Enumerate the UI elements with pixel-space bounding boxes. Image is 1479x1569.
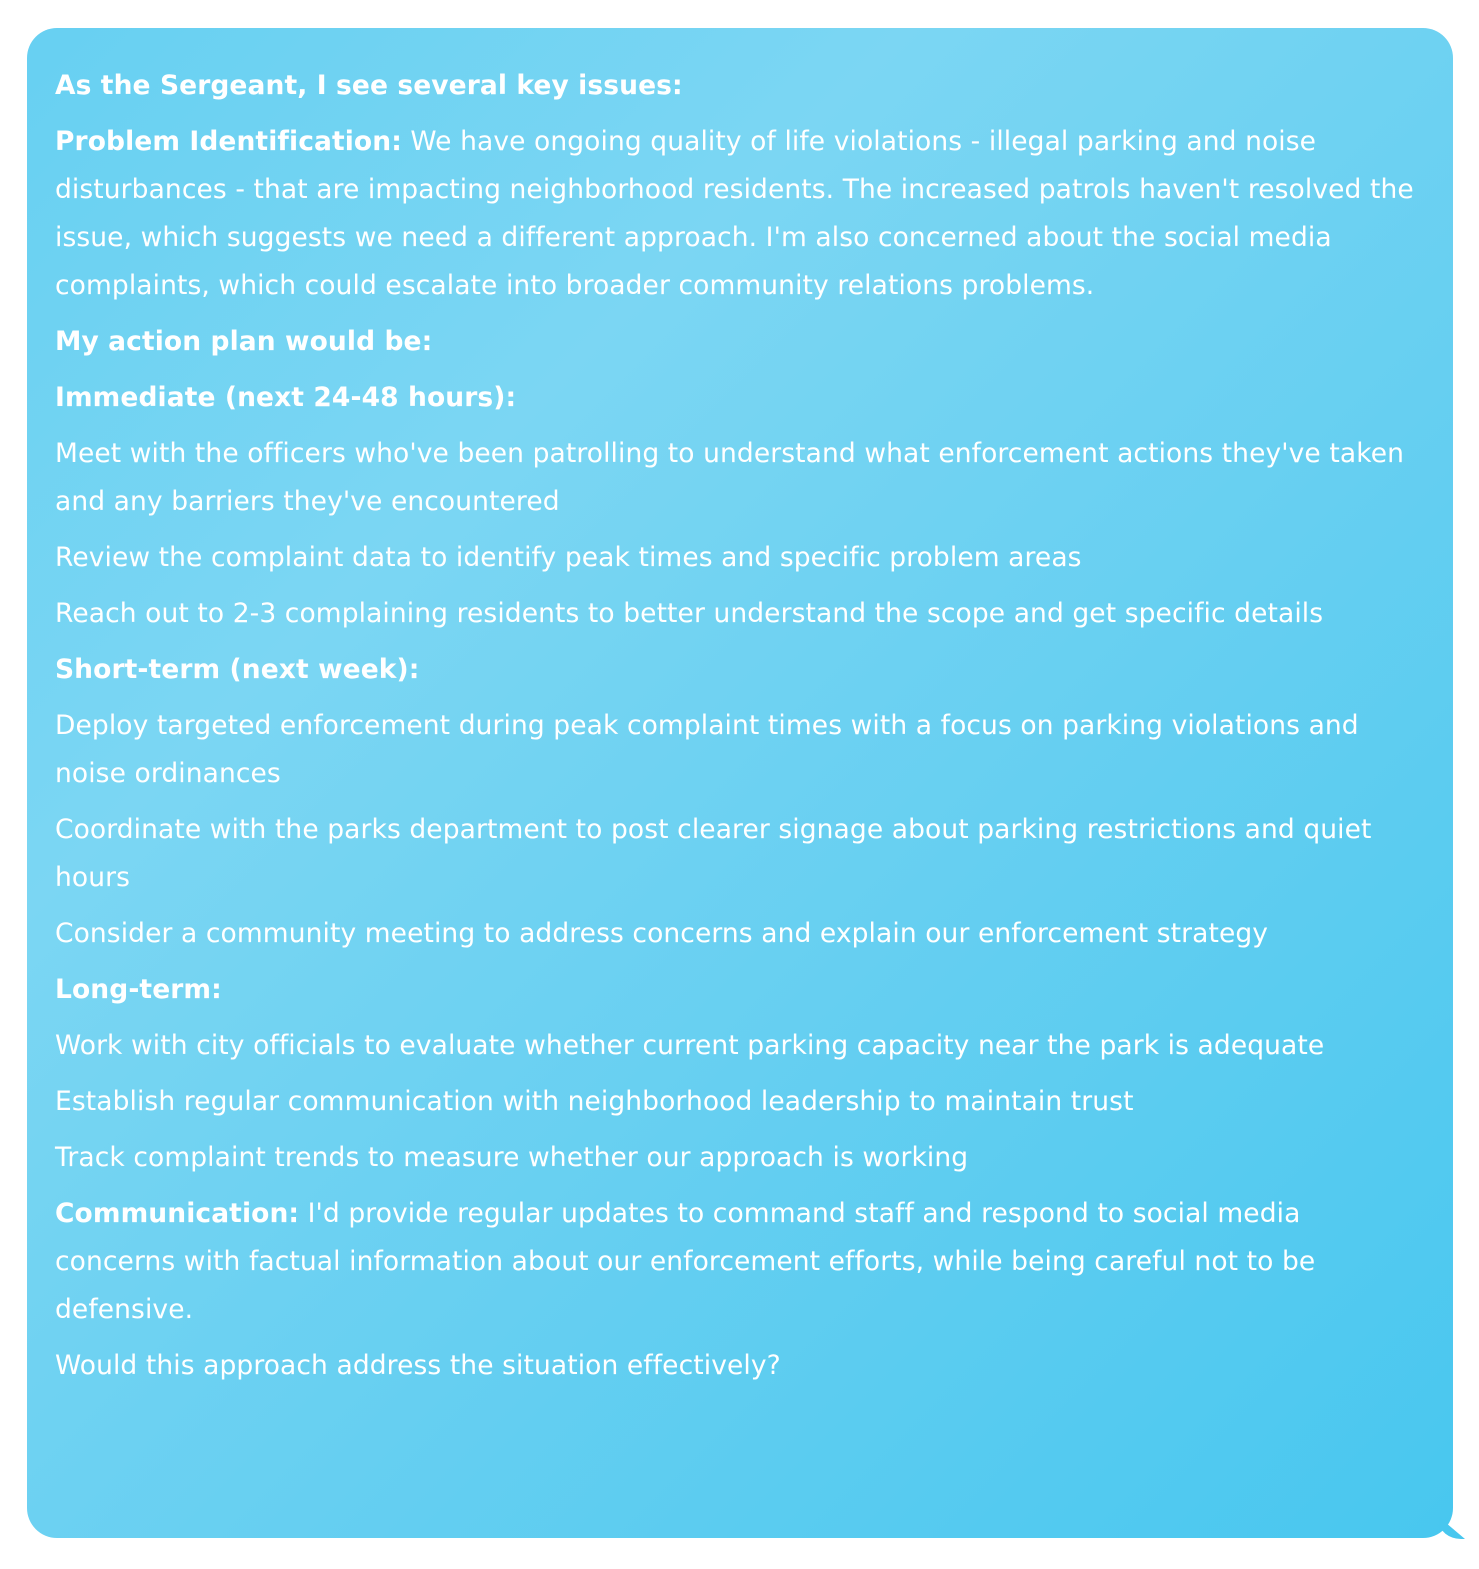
problem-text: We have ongoing quality of life violations - illegal parking and noise disturbances - that are impacting neighborhood residents. The increased patrols haven't resolved the issue, which suggests we need a different approach. I'm also concerned about the social media complaints, which could escalate into broader community relations problems. xyxy=(55,126,1414,301)
problem-label: Problem Identification: xyxy=(55,126,402,157)
list-item: Establish regular communication with neighborhood leadership to maintain trust xyxy=(55,1086,1134,1117)
chat-message-bubble xyxy=(27,28,1453,1538)
immediate-heading: Immediate (next 24-48 hours): xyxy=(55,382,517,413)
list-item: Consider a community meeting to address concerns and explain our enforcement strategy xyxy=(55,918,1269,949)
short-term-heading: Short-term (next week): xyxy=(55,654,420,685)
list-item: Track complaint trends to measure whether our approach is working xyxy=(55,1142,969,1173)
list-item: Reach out to 2-3 complaining residents to better understand the scope and get specific details xyxy=(55,598,1324,629)
communication-label: Communication: xyxy=(55,1198,300,1229)
list-item: Review the complaint data to identify peak times and specific problem areas xyxy=(55,542,1082,573)
message-closing: Would this approach address the situation effectively? xyxy=(55,1350,781,1381)
communication-text: I'd provide regular updates to command staff and respond to social media concerns with factual information about our enforcement efforts, while being careful not to be defensive. xyxy=(55,1198,1316,1325)
list-item: Deploy targeted enforcement during peak complaint times with a focus on parking violations and noise ordinances xyxy=(55,710,1359,789)
list-item: Meet with the officers who've been patrolling to understand what enforcement actions they've taken and any barriers they've encountered xyxy=(55,438,1404,517)
list-item: Coordinate with the parks department to post clearer signage about parking restrictions and quiet hours xyxy=(55,814,1372,893)
plan-heading: My action plan would be: xyxy=(55,326,433,357)
long-term-heading: Long-term: xyxy=(55,974,222,1005)
bubble-tail xyxy=(1439,1517,1465,1539)
communication-paragraph xyxy=(55,1190,1423,1334)
message-intro: As the Sergeant, I see several key issues: xyxy=(55,70,683,101)
problem-paragraph xyxy=(55,118,1423,310)
list-item: Work with city officials to evaluate whether current parking capacity near the park is adequate xyxy=(55,1030,1325,1061)
